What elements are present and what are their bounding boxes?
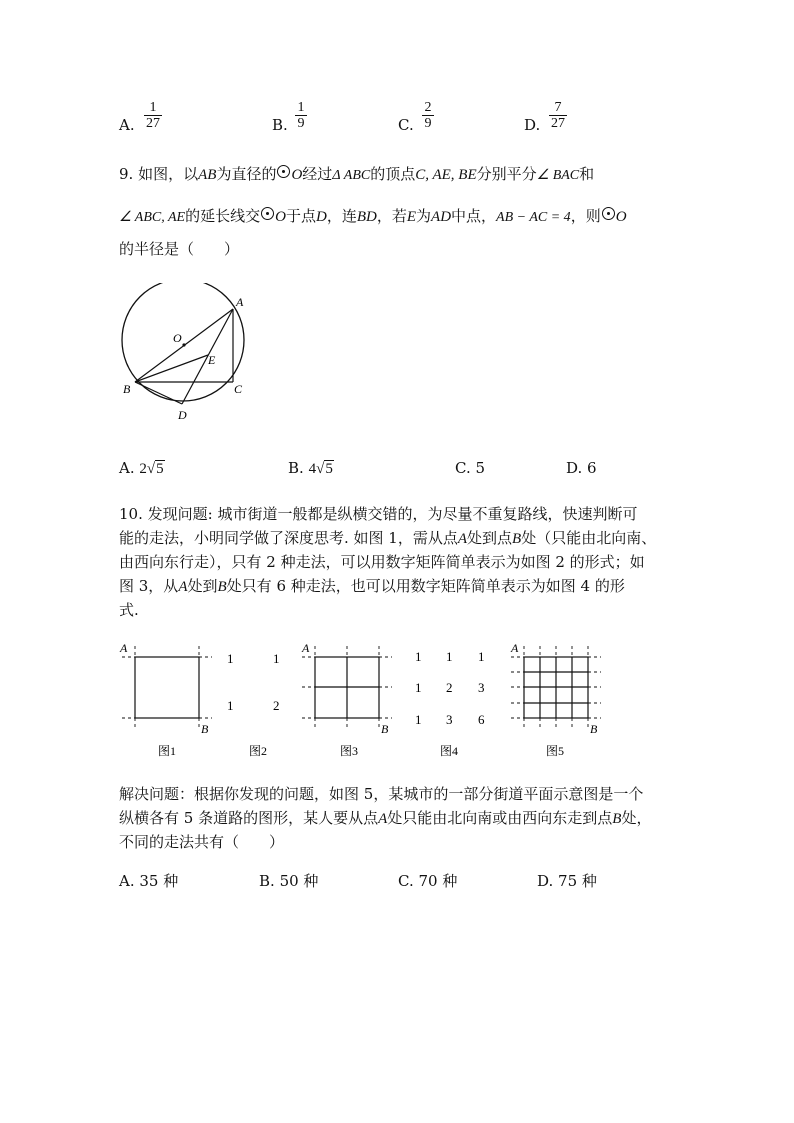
text: ，若 [376, 207, 407, 225]
option-label: B. [259, 872, 275, 890]
q10-option-d [537, 868, 597, 894]
q10-option-b [259, 868, 318, 894]
option-label: C. [398, 116, 414, 134]
q9-line-1 [119, 161, 594, 189]
q9-line-2 [119, 203, 627, 231]
text: 和 [579, 165, 595, 183]
text: 于点 [285, 207, 316, 225]
option-label: D. [537, 872, 554, 890]
q10-option-c [398, 868, 457, 894]
q10-line-1 [119, 501, 637, 527]
text: 的顶点 [370, 165, 416, 183]
q10-line-4 [119, 573, 625, 600]
math-a: A [178, 579, 188, 595]
label-c: C [234, 382, 243, 396]
q10-solve-line-3 [119, 829, 284, 855]
matrix-cell: 6 [478, 712, 485, 727]
math-c-ae-be: C, AE, BE [415, 167, 477, 183]
option-label: B. [272, 116, 288, 134]
text: 分别平分 [476, 165, 537, 183]
matrix-cell: 3 [478, 680, 485, 695]
option-label: A. [119, 116, 135, 134]
numerator: 1 [297, 100, 305, 115]
math-o: O [275, 209, 286, 225]
option-label: A. [119, 872, 135, 890]
q10-line-3 [119, 549, 645, 575]
text: 处到 [187, 577, 218, 595]
figure-2-matrix [227, 651, 280, 713]
denominator: 9 [424, 116, 432, 131]
text: ，连 [326, 207, 357, 225]
coefficient: 2 [139, 461, 147, 477]
numerator: 7 [554, 100, 562, 115]
option-value: 75 种 [558, 872, 597, 890]
option-label: C. [398, 872, 414, 890]
text: 处（只能由北向南、 [521, 529, 657, 547]
math-a: A [378, 811, 388, 827]
radicand: 5 [156, 461, 164, 477]
text: 经过 [302, 165, 333, 183]
option-label: B. [288, 459, 304, 477]
figure-1-grid [122, 646, 212, 729]
segment-be [135, 355, 208, 382]
radical-expression [309, 460, 334, 477]
matrix-cell: 2 [273, 698, 280, 713]
option-label: C. [455, 459, 471, 477]
math-a: A [457, 531, 468, 547]
math-b: B [512, 531, 522, 547]
math-o: O [291, 167, 303, 183]
sqrt-icon: √ [316, 461, 325, 477]
numerator: 1 [149, 100, 157, 115]
math-ad: AD [431, 209, 452, 225]
math-b: B [217, 579, 227, 595]
text: 由西向东行走），只有 2 种走法，可以用数字矩阵简单表示为如图 2 的形式；如 [119, 553, 645, 571]
math-angle-abc: ∠ ABC, AE [119, 210, 186, 225]
text: 式. [119, 601, 139, 619]
question-number: 9. [119, 165, 134, 183]
q10-figures [110, 638, 610, 763]
matrix-cell: 3 [446, 712, 453, 727]
q9-circle-figure [110, 283, 260, 428]
text: 的半径是（ ） [119, 240, 240, 258]
matrix-cell: 1 [227, 698, 234, 713]
math-equation: AB − AC = 4 [496, 210, 571, 225]
fig3-point-a: A [302, 641, 310, 655]
text: 的延长线交 [185, 207, 261, 225]
figure-5-grid [511, 646, 601, 729]
matrix-cell: 1 [415, 649, 422, 664]
option-label: A. [119, 459, 135, 477]
q10-line-2 [119, 525, 656, 552]
matrix-cell: 2 [446, 680, 453, 695]
denominator: 27 [551, 116, 565, 131]
denominator: 9 [297, 116, 305, 131]
fig1-caption: 图1 [158, 744, 177, 758]
text: 为 [416, 207, 432, 225]
fig1-point-a: A [120, 641, 128, 655]
matrix-cell: 1 [446, 649, 453, 664]
radical-expression [139, 460, 164, 477]
circle-dot-icon [261, 207, 274, 220]
fig5-point-b: B [590, 722, 598, 736]
fig1-point-b: B [201, 722, 209, 736]
circle-dot-icon [277, 165, 290, 178]
text: 10. 发现问题: 城市街道一般都是纵横交错的，为尽量不重复路线，快速判断可 [119, 505, 638, 523]
q8-option-b [272, 112, 288, 138]
coefficient: 4 [308, 461, 317, 477]
denominator: 27 [146, 116, 160, 131]
option-value: 5 [475, 459, 486, 477]
q9-line-3 [119, 236, 239, 262]
text: 如图，以 [138, 165, 199, 183]
text: 处到点 [467, 529, 513, 547]
q8-option-a-fraction [142, 101, 164, 130]
math-o: O [615, 209, 627, 225]
option-value: 50 种 [279, 872, 319, 890]
label-o: O [173, 331, 182, 345]
q8-option-c [398, 112, 414, 138]
math-e: E [406, 209, 417, 225]
matrix-cell: 1 [415, 680, 422, 695]
text: 为直径的 [216, 165, 277, 183]
q10-solve-line-1 [119, 781, 643, 807]
option-label: D. [566, 459, 583, 477]
figure-4-matrix [415, 649, 485, 727]
fig2-caption: 图2 [249, 744, 268, 758]
sqrt-icon: √ [146, 461, 156, 477]
text: 不同的走法共有（ ） [119, 833, 285, 851]
matrix-cell: 1 [273, 651, 280, 666]
q9-option-a [119, 455, 165, 482]
text: 能的走法，小明同学做了深度思考. 如图 1，需从点 [119, 529, 458, 547]
q9-option-c [455, 455, 485, 481]
numerator: 2 [424, 100, 432, 115]
math-d: D [315, 209, 327, 225]
q8-option-c-fraction [420, 101, 436, 130]
text: 处只有 6 种走法，也可以用数字矩阵简单表示为如图 4 的形 [226, 577, 625, 595]
q9-option-d [566, 455, 597, 481]
fig5-caption: 图5 [546, 744, 565, 758]
segment-bd [135, 382, 182, 404]
text: 处只能由北向南或由西向东走到点 [387, 809, 613, 827]
label-a: A [236, 295, 244, 309]
option-value: 35 种 [139, 872, 179, 890]
fig3-point-b: B [381, 722, 389, 736]
fig4-caption: 图4 [440, 744, 459, 758]
label-e: E [208, 353, 216, 367]
text: 处， [621, 809, 652, 827]
q10-line-5 [119, 597, 139, 623]
text: 解决问题：根据你发现的问题，如图 5，某城市的一部分街道平面示意图是一个 [119, 785, 644, 803]
math-b: B [612, 811, 622, 827]
option-label: D. [524, 116, 541, 134]
q9-option-b [288, 455, 334, 482]
q10-option-a [119, 868, 178, 894]
math-triangle: Δ ABC [332, 168, 371, 183]
radicand: 5 [325, 461, 333, 477]
fig3-caption: 图3 [340, 744, 359, 758]
label-b: B [123, 382, 131, 396]
text: 中点， [451, 207, 497, 225]
label-d: D [178, 408, 187, 422]
option-value: 6 [587, 459, 597, 477]
q10-solve-line-2 [119, 805, 651, 832]
circle-dot-icon [602, 207, 615, 220]
math-ab: AB [198, 167, 217, 183]
text: 图 3，从 [119, 577, 179, 595]
q8-option-a [119, 112, 135, 138]
math-bd: BD [356, 209, 377, 225]
point-o [182, 343, 185, 346]
option-value: 70 种 [418, 872, 458, 890]
matrix-cell: 1 [478, 649, 485, 664]
circle-o [122, 283, 244, 401]
q8-option-d-fraction [547, 101, 569, 130]
q8-option-b-fraction [293, 101, 309, 130]
text: 纵横各有 5 条道路的图形，某人要从点 [119, 809, 379, 827]
q8-option-d [524, 112, 540, 138]
fig5-point-a: A [511, 641, 519, 655]
text: ，则 [570, 207, 601, 225]
matrix-cell: 1 [415, 712, 422, 727]
figure-3-grid [302, 646, 392, 729]
math-angle-bac: ∠ BAC [536, 168, 580, 183]
matrix-cell: 1 [227, 651, 234, 666]
